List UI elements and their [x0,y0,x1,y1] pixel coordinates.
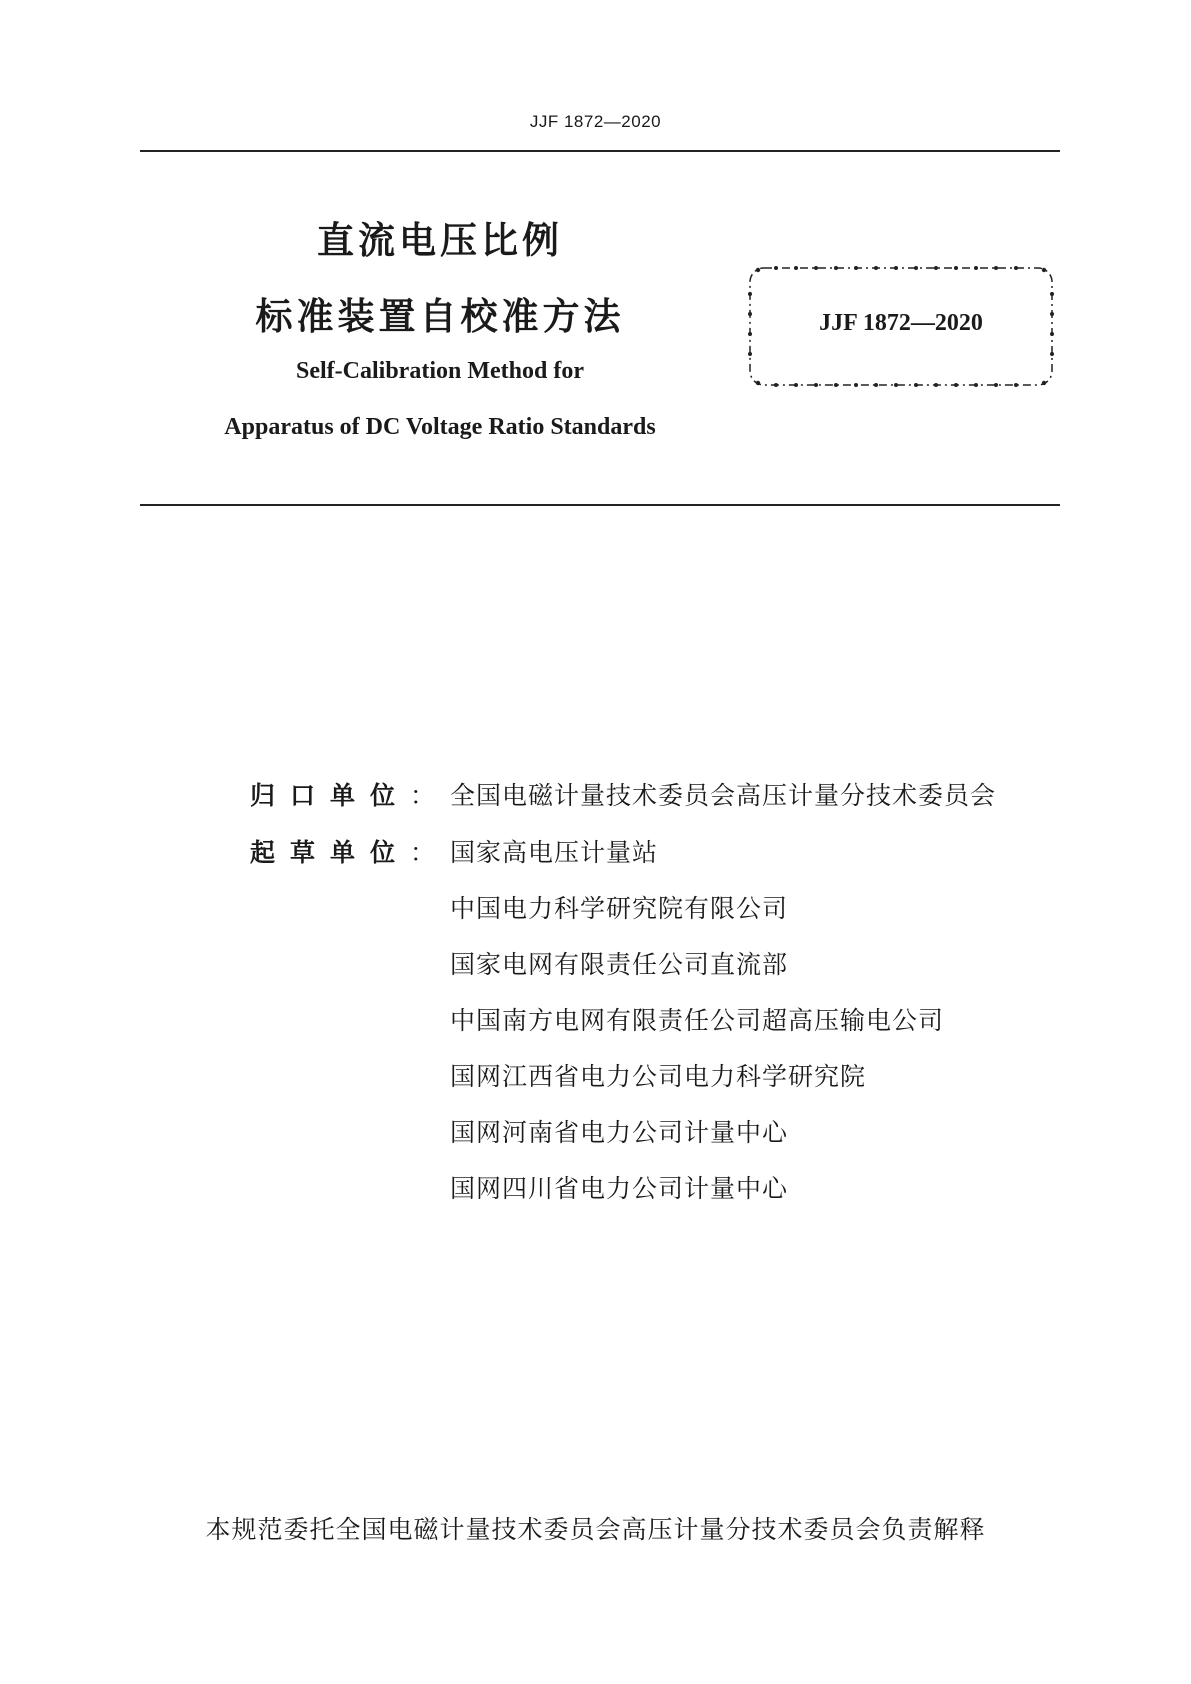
drafting-unit-1: 中国电力科学研究院有限公司 [450,894,789,923]
drafting-unit-0: 国家高电压计量站 [450,838,659,867]
header-rule [140,150,1060,152]
drafting-unit-5: 国网河南省电力公司计量中心 [450,1118,789,1147]
title-en-line1: Self-Calibration Method for [296,358,584,384]
title-en-line2: Apparatus of DC Voltage Ratio Standards [224,414,656,440]
drafting-unit-6: 国网四川省电力公司计量中心 [450,1174,789,1203]
drafting-unit-4: 国网江西省电力公司电力科学研究院 [450,1062,867,1091]
drafting-unit-label: 起草单位： [250,838,436,867]
title-cn-line1: 直流电压比例 [317,219,563,262]
drafting-unit-2: 国家电网有限责任公司直流部 [450,950,789,979]
responsible-unit-label: 归口单位： [250,781,436,810]
running-header-code: JJF 1872—2020 [529,112,662,131]
title-cn-line2: 标准装置自校准方法 [255,295,625,338]
interpretation-note: 本规范委托全国电磁计量技术委员会高压计量分技术委员会负责解释 [205,1515,986,1544]
responsible-unit-value: 全国电磁计量技术委员会高压计量分技术委员会 [450,781,997,810]
title-bottom-rule [140,504,1060,506]
drafting-unit-3: 中国南方电网有限责任公司超高压输电公司 [450,1006,945,1035]
standard-code: JJF 1872—2020 [819,310,983,336]
